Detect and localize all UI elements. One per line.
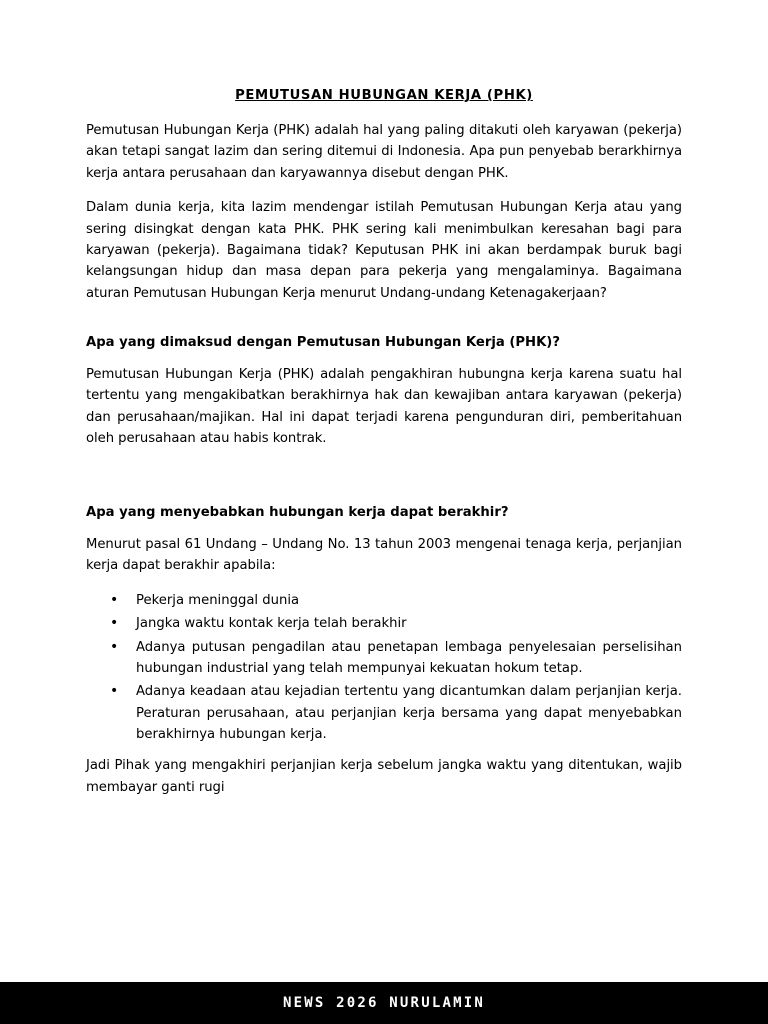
section-spacer	[86, 462, 682, 474]
footer-banner	[0, 982, 768, 1024]
closing-paragraph: Jadi Pihak yang mengakhiri perjanjian kerja sebelum jangka waktu yang ditentukan, wajib membayar ganti rugi	[86, 758, 682, 795]
intro-paragraph-1: Pemutusan Hubungan Kerja (PHK) adalah hal yang paling ditakuti oleh karyawan (pekerja) akan tetapi sangat lazim dan sering ditemui di Indonesia. Apa pun penyebab berarkhirnya kerja antara perusahaan dan karyawannya disebut dengan PHK.	[86, 123, 682, 181]
list-item: • Adanya keadaan atau kejadian tertentu yang dicantumkan dalam perjanjian kerja. Peraturan perusahaan, atau perjanjian kerja bersama yang dapat menyebabkan berakhirnya hubungan kerja.	[110, 681, 682, 745]
list-item: • Jangka waktu kontak kerja telah berakhir	[110, 613, 682, 634]
list-item: • Pekerja meninggal dunia	[110, 590, 682, 611]
section-heading-definition: Apa yang dimaksud dengan Pemutusan Hubungan Kerja (PHK)?	[86, 335, 560, 350]
section-causes-body: Menurut pasal 61 Undang – Undang No. 13 tahun 2003 mengenai tenaga kerja, perjanjian kerja dapat berakhir apabila:	[86, 537, 682, 574]
document-content	[86, 88, 682, 811]
footer-label: NEWS 2026 NURULAMIN	[283, 995, 485, 1011]
document-title: PEMUTUSAN HUBUNGAN KERJA (PHK)	[235, 88, 533, 103]
intro-paragraph-2: Dalam dunia kerja, kita lazim mendengar istilah Pemutusan Hubungan Kerja atau yang sering disingkat dengan kata PHK. PHK sering kali menimbulkan keresahan bagi para karyawan (pekerja). Bagaimana tidak? Keputusan PHK ini akan berdampak buruk bagi kelangsungan hidup dan masa depan para pekerja yang mengalaminya. Bagaimana aturan Pemutusan Hubungan Kerja menurut Undang-undang Ketenagakerjaan?	[86, 200, 682, 301]
section-heading-causes: Apa yang menyebabkan hubungan kerja dapat berakhir?	[86, 505, 509, 521]
page-top-margin	[0, 0, 768, 6]
list-item: • Adanya putusan pengadilan atau penetapan lembaga penyelesaian perselisihan hubungan industrial yang telah mempunyai kekuatan hokum tetap.	[110, 637, 682, 680]
section-definition-body: Pemutusan Hubungan Kerja (PHK) adalah pengakhiran hubungna kerja karena suatu hal tertentu yang mengakibatkan berakhirnya hak dan kewajiban antara karyawan (pekerja) dan perusahaan/majikan. Hal ini dapat terjadi karena pengunduran diri, pemberitahuan oleh perusahaan atau habis kontrak.	[86, 366, 682, 446]
causes-bullet-list	[86, 590, 682, 746]
